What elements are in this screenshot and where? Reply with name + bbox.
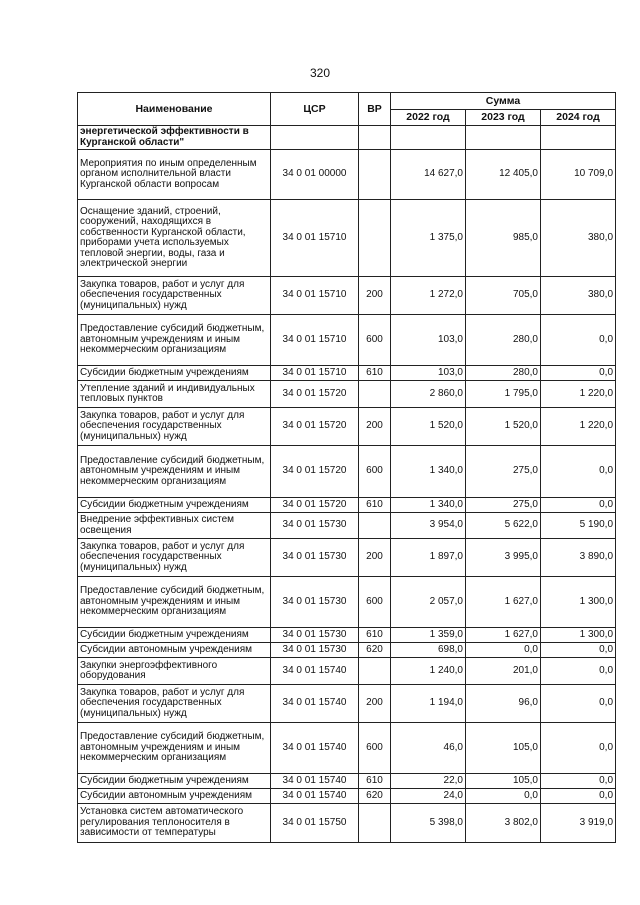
cell-sum-2023: 1 627,0 [466,628,541,643]
cell-sum-2023: 3 802,0 [466,804,541,843]
table-row [78,789,616,804]
table-row [78,126,616,150]
cell-name: Предоставление субсидий бюджетным, автономным учреждениям и иным некоммерческим организациям [78,446,271,498]
cell-vr [359,658,391,685]
cell-sum-2023: 1 627,0 [466,577,541,628]
table-row [78,539,616,577]
cell-csr: 34 0 01 15740 [271,789,359,804]
cell-sum-2024: 0,0 [541,366,616,381]
cell-name: Установка систем автоматического регулирования теплоносителя в зависимости от температуры [78,804,271,843]
header-csr: ЦСР [271,93,359,126]
cell-sum-2022: 5 398,0 [391,804,466,843]
cell-sum-2022: 2 860,0 [391,381,466,408]
cell-name: Субсидии бюджетным учреждениям [78,774,271,789]
cell-name: Субсидии автономным учреждениям [78,643,271,658]
table-row [78,498,616,513]
cell-vr [359,200,391,277]
header-sum: Сумма [391,93,616,110]
cell-name: Закупки энергоэффективного оборудования [78,658,271,685]
table-row [78,643,616,658]
cell-sum-2023: 3 995,0 [466,539,541,577]
cell-sum-2022: 1 340,0 [391,446,466,498]
header-vr: ВР [359,93,391,126]
table-row [78,804,616,843]
cell-name: Субсидии бюджетным учреждениям [78,498,271,513]
table-row [78,723,616,774]
cell-name: Утепление зданий и индивидуальных тепловых пунктов [78,381,271,408]
cell-csr [271,126,359,150]
cell-sum-2024: 0,0 [541,643,616,658]
cell-csr: 34 0 01 15730 [271,628,359,643]
cell-sum-2023: 201,0 [466,658,541,685]
cell-sum-2024: 0,0 [541,446,616,498]
table-row [78,774,616,789]
cell-vr: 200 [359,685,391,723]
cell-name: Субсидии бюджетным учреждениям [78,628,271,643]
cell-vr: 610 [359,628,391,643]
cell-sum-2022: 1 272,0 [391,277,466,315]
table-row [78,685,616,723]
cell-sum-2024: 0,0 [541,723,616,774]
table-row [78,315,616,366]
cell-sum-2024: 1 300,0 [541,628,616,643]
cell-csr: 34 0 01 15730 [271,643,359,658]
cell-vr [359,150,391,200]
cell-sum-2022: 1 520,0 [391,408,466,446]
cell-sum-2024: 0,0 [541,774,616,789]
cell-vr: 600 [359,723,391,774]
cell-sum-2022: 24,0 [391,789,466,804]
cell-vr [359,381,391,408]
cell-vr: 200 [359,408,391,446]
cell-name: Оснащение зданий, строений, сооружений, находящихся в собственности Курганской области, приборами учета используемых тепловой энергии, воды, газа и электрической энергии [78,200,271,277]
cell-sum-2022: 2 057,0 [391,577,466,628]
cell-sum-2024: 3 890,0 [541,539,616,577]
table-row [78,200,616,277]
cell-sum-2023 [466,126,541,150]
cell-vr: 620 [359,643,391,658]
cell-vr [359,513,391,539]
cell-csr: 34 0 01 15740 [271,685,359,723]
cell-sum-2024: 0,0 [541,685,616,723]
cell-sum-2022: 1 375,0 [391,200,466,277]
cell-sum-2022: 14 627,0 [391,150,466,200]
cell-sum-2024: 1 220,0 [541,408,616,446]
cell-vr: 610 [359,366,391,381]
cell-sum-2024: 0,0 [541,315,616,366]
header-name: Наименование [78,93,271,126]
cell-sum-2024: 1 220,0 [541,381,616,408]
cell-csr: 34 0 01 15710 [271,366,359,381]
cell-sum-2023: 12 405,0 [466,150,541,200]
cell-csr: 34 0 01 15720 [271,446,359,498]
table-row [78,628,616,643]
cell-csr: 34 0 01 15720 [271,498,359,513]
cell-sum-2022: 103,0 [391,366,466,381]
cell-name: Мероприятия по иным определенным органом исполнительной власти Курганской области вопросам [78,150,271,200]
header-year-2024: 2024 год [541,110,616,126]
cell-sum-2023: 280,0 [466,315,541,366]
cell-name: Внедрение эффективных систем освещения [78,513,271,539]
cell-sum-2024: 0,0 [541,789,616,804]
cell-csr: 34 0 01 15750 [271,804,359,843]
cell-vr: 610 [359,774,391,789]
cell-sum-2022: 1 359,0 [391,628,466,643]
cell-csr: 34 0 01 15740 [271,774,359,789]
cell-sum-2024: 1 300,0 [541,577,616,628]
cell-sum-2022: 22,0 [391,774,466,789]
table-row [78,658,616,685]
cell-csr: 34 0 01 15710 [271,277,359,315]
cell-sum-2022 [391,126,466,150]
cell-sum-2023: 1 795,0 [466,381,541,408]
cell-sum-2023: 705,0 [466,277,541,315]
cell-vr: 600 [359,315,391,366]
cell-csr: 34 0 01 15740 [271,658,359,685]
table-row [78,366,616,381]
cell-name: Предоставление субсидий бюджетным, автономным учреждениям и иным некоммерческим организациям [78,577,271,628]
cell-csr: 34 0 01 15710 [271,315,359,366]
cell-sum-2024: 3 919,0 [541,804,616,843]
cell-name: Закупка товаров, работ и услуг для обеспечения государственных (муниципальных) нужд [78,685,271,723]
cell-sum-2022: 103,0 [391,315,466,366]
cell-csr: 34 0 01 15720 [271,381,359,408]
cell-sum-2023: 105,0 [466,723,541,774]
table-row [78,577,616,628]
cell-sum-2023: 1 520,0 [466,408,541,446]
cell-sum-2024: 0,0 [541,658,616,685]
cell-vr: 620 [359,789,391,804]
cell-csr: 34 0 01 15710 [271,200,359,277]
cell-name: Предоставление субсидий бюджетным, автономным учреждениям и иным некоммерческим организациям [78,315,271,366]
cell-sum-2023: 0,0 [466,789,541,804]
cell-sum-2024: 380,0 [541,200,616,277]
cell-sum-2024: 0,0 [541,498,616,513]
table-row [78,513,616,539]
cell-sum-2024: 380,0 [541,277,616,315]
cell-sum-2022: 46,0 [391,723,466,774]
cell-sum-2023: 105,0 [466,774,541,789]
cell-sum-2023: 280,0 [466,366,541,381]
cell-csr: 34 0 01 15730 [271,577,359,628]
header-year-2023: 2023 год [466,110,541,126]
cell-sum-2022: 698,0 [391,643,466,658]
cell-vr: 600 [359,577,391,628]
cell-sum-2023: 5 622,0 [466,513,541,539]
cell-vr: 610 [359,498,391,513]
cell-sum-2024 [541,126,616,150]
cell-sum-2023: 275,0 [466,446,541,498]
cell-csr: 34 0 01 00000 [271,150,359,200]
header-year-2022: 2022 год [391,110,466,126]
cell-sum-2022: 3 954,0 [391,513,466,539]
table-row [78,277,616,315]
cell-vr: 600 [359,446,391,498]
cell-sum-2023: 0,0 [466,643,541,658]
cell-name: Субсидии бюджетным учреждениям [78,366,271,381]
cell-sum-2022: 1 340,0 [391,498,466,513]
cell-csr: 34 0 01 15730 [271,539,359,577]
cell-name: Закупка товаров, работ и услуг для обеспечения государственных (муниципальных) нужд [78,277,271,315]
budget-table [77,92,616,843]
header-row-top [78,93,616,110]
cell-vr [359,126,391,150]
cell-vr: 200 [359,277,391,315]
table-row [78,381,616,408]
cell-sum-2022: 1 194,0 [391,685,466,723]
cell-csr: 34 0 01 15740 [271,723,359,774]
cell-csr: 34 0 01 15730 [271,513,359,539]
cell-vr: 200 [359,539,391,577]
cell-name: Закупка товаров, работ и услуг для обеспечения государственных (муниципальных) нужд [78,408,271,446]
cell-sum-2024: 10 709,0 [541,150,616,200]
cell-sum-2023: 275,0 [466,498,541,513]
cell-sum-2023: 985,0 [466,200,541,277]
cell-vr [359,804,391,843]
cell-name: Предоставление субсидий бюджетным, автономным учреждениям и иным некоммерческим организациям [78,723,271,774]
cell-name: энергетической эффективности в Курганской области" [78,126,271,150]
budget-table-body [78,126,616,843]
cell-name: Субсидии автономным учреждениям [78,789,271,804]
table-row [78,446,616,498]
cell-sum-2022: 1 240,0 [391,658,466,685]
table-row [78,408,616,446]
cell-sum-2023: 96,0 [466,685,541,723]
cell-name: Закупка товаров, работ и услуг для обеспечения государственных (муниципальных) нужд [78,539,271,577]
page-number: 320 [309,66,331,80]
cell-sum-2022: 1 897,0 [391,539,466,577]
table-row [78,150,616,200]
cell-sum-2024: 5 190,0 [541,513,616,539]
cell-csr: 34 0 01 15720 [271,408,359,446]
